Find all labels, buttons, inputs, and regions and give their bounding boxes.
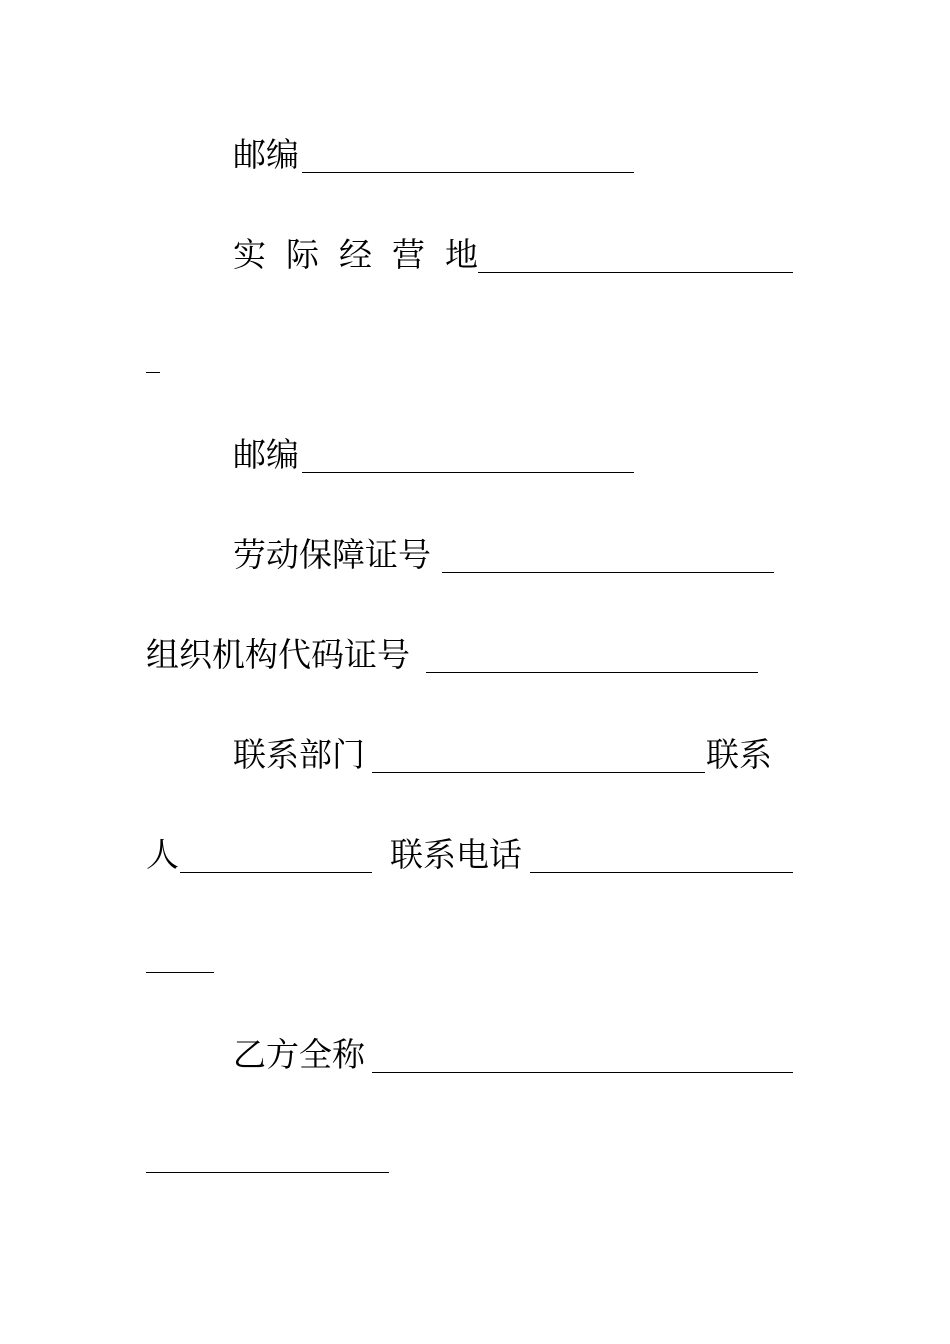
contact-department-label: 联系部门 — [233, 735, 365, 774]
labor-security-number-blank[interactable] — [442, 572, 774, 573]
contact-department-blank[interactable] — [372, 772, 705, 773]
labor-security-number-label: 劳动保障证号 — [233, 535, 431, 574]
business-address-label: 实际经营地 — [233, 235, 498, 274]
contact-person-blank[interactable] — [180, 872, 372, 873]
postcode-blank[interactable] — [302, 472, 634, 473]
postcode-blank[interactable] — [302, 172, 634, 173]
contact-phone-blank[interactable] — [530, 872, 793, 873]
contact-person-label-start: 联系 — [706, 735, 772, 774]
party-b-full-name-blank[interactable] — [372, 1072, 793, 1073]
contact-phone-label: 联系电话 — [390, 835, 522, 874]
postcode-label: 邮编 — [233, 135, 299, 174]
organization-code-label: 组织机构代码证号 — [146, 635, 410, 674]
contact-phone-blank-continued[interactable] — [146, 972, 214, 973]
party-b-full-name-label: 乙方全称 — [233, 1035, 365, 1074]
party-b-full-name-blank-continued[interactable] — [146, 1172, 389, 1173]
business-address-blank-continued[interactable] — [146, 372, 160, 373]
business-address-blank[interactable] — [478, 272, 793, 273]
postcode-label: 邮编 — [233, 435, 299, 474]
contact-person-label-end: 人 — [146, 835, 179, 874]
organization-code-blank[interactable] — [426, 672, 758, 673]
